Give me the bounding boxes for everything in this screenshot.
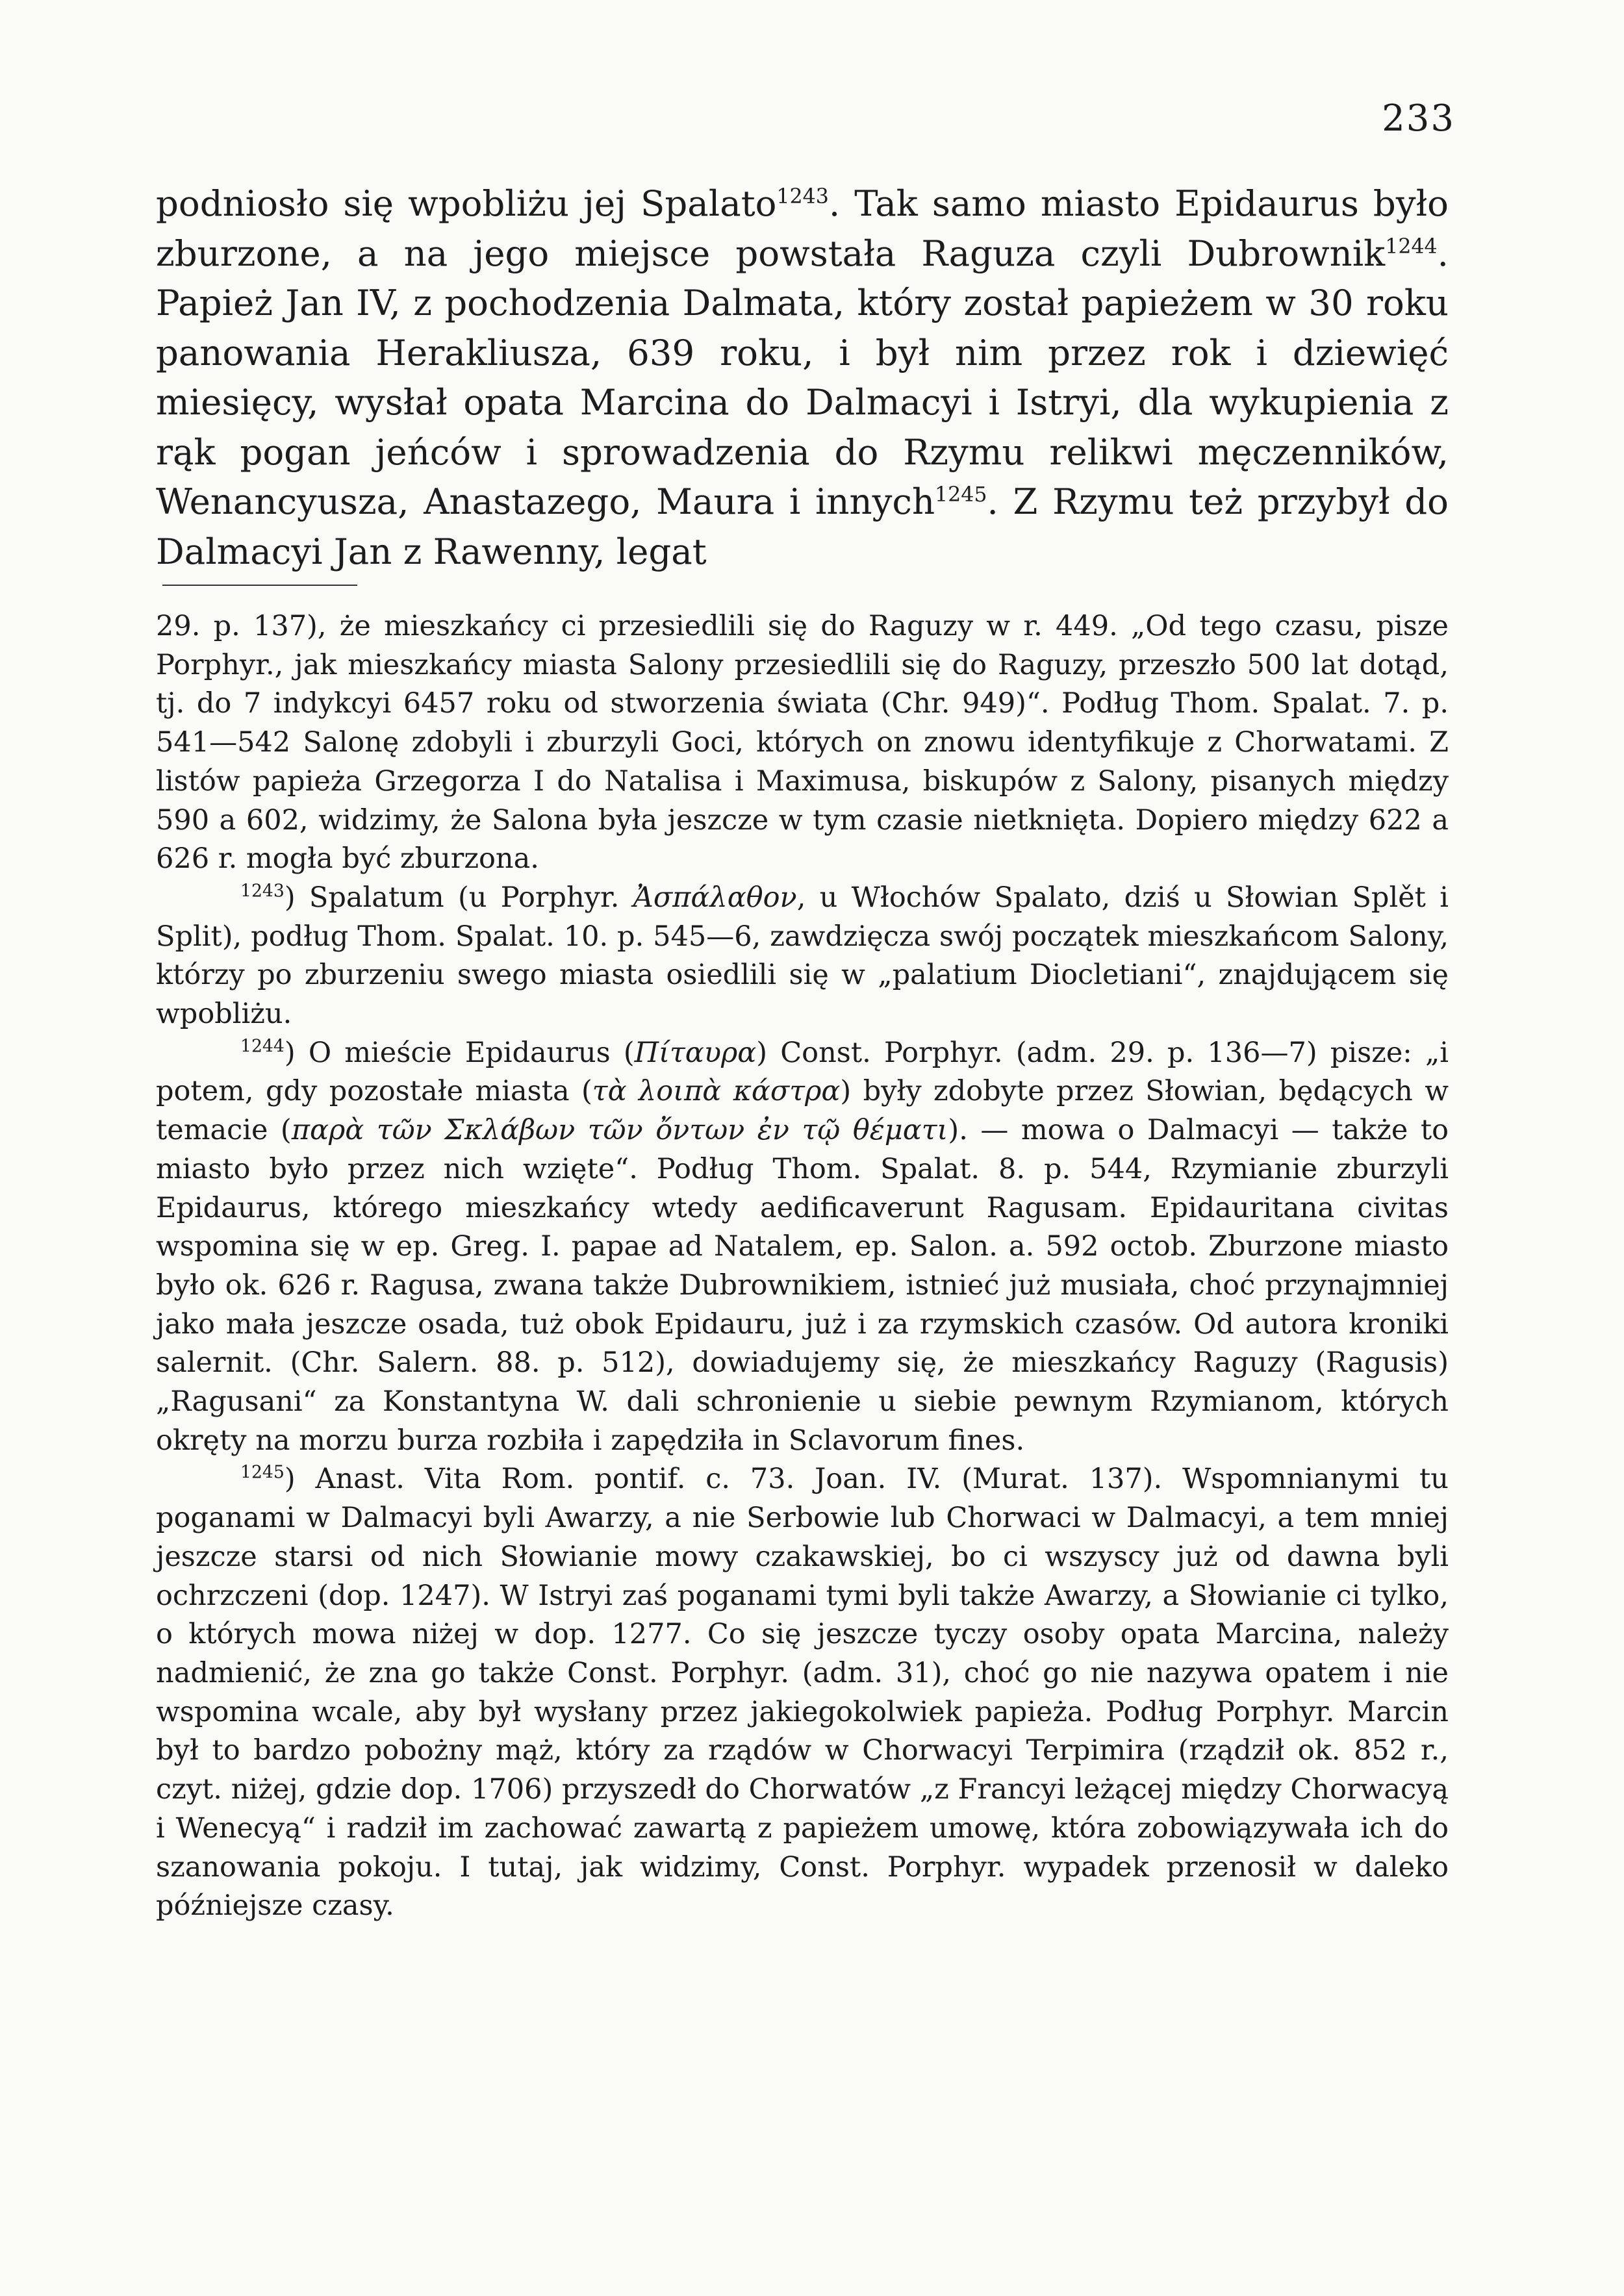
greek-text: Ἀσπάλαθον — [633, 881, 797, 914]
text-run: ) Spalatum (u Porphyr. — [284, 881, 633, 914]
footnotes — [156, 607, 1449, 1926]
greek-text: τὰ λοιπὰ κάστρα — [592, 1075, 841, 1108]
footnote-separator — [162, 585, 357, 586]
footnote-number: 1244 — [240, 1036, 285, 1057]
text-run: ). — mowa o Dalmacyi — także to miasto było przez nich wzięte“. Podług Thom. Spalat. 8. p. 544, Rzymianie zburzyli Epidaurus, którego mieszkańcy wtedy aedificaverunt Ragusam. Epidauritana civitas wspomina się w ep. Greg. I. papae ad Natalem, ep. Salon. a. 592 octob. Zburzone miasto było ok. 626 r. Ragusa, zwana także Dubrownikiem, istnieć już musiała, choć przynajmniej jako mała jeszcze osada, tuż obok Epidauru, już i za rzymskich czasów. Od autora kroniki salernit. (Chr. Salern. 88. p. 512), dowiadujemy się, że mieszkańcy Raguzy (Ragusis) „Ragusani“ za Konstantyna W. dali schronienie u siebie pewnym Rzymianom, których okręty na morzu burza rozbiła i zapędziła in Sclavorum fines. — [156, 1114, 1449, 1457]
text-run: . Z Rzymu też przybył do Dalmacyi Jan z Rawenny, legat — [156, 481, 1449, 572]
footnote-ref-1243[interactable]: 1243 — [776, 184, 829, 208]
footnote-number: 1243 — [240, 881, 285, 902]
text-run: ) Anast. Vita Rom. pontif. c. 73. Joan. IV. (Murat. 137). Wspomnianymi tu poganami w Dalmacyi byli Awarzy, a nie Serbowie lub Chorwaci w Dalmacyi, a tem mniej jeszcze starsi od nich Słowianie mowy czakawskiej, bo ci wszyscy już od dawna byli ochrzczeni (dop. 1247). W Istryi zaś poganami tymi byli także Awarzy, a Słowianie ci tylko, o których mowa niżej w dop. 1277. Co się jeszcze tyczy osoby opata Marcina, należy nadmienić, że zna go także Const. Porphyr. (adm. 31), choć go nie nazywa opatem i nie wspomina wcale, aby był wysłany przez jakiegokolwiek papieża. Podług Porphyr. Marcin był to bardzo pobożny mąż, który za rządów w Chorwacyi Terpimira (rządził ok. 852 r., czyt. niżej, gdzie dop. 1706) przyszedł do Chorwatów „z Francyi leżącej między Chorwacyą i Wenecyą“ i radził im zachować zawartą z papieżem umowę, która zobowiązywała ich do szanowania pokoju. I tutaj, jak widzimy, Const. Porphyr. wypadek przenosił w daleko późniejsze czasy. — [156, 1463, 1449, 1923]
text-run: ) były zdobyte przez Słowian, będących w temacie ( — [156, 1075, 1449, 1147]
text-run: ) O mieście Epidaurus ( — [284, 1036, 635, 1069]
footnote-number: 1245 — [240, 1463, 285, 1483]
text-run: , u Włochów Spalato, dziś u Słowian Splět i Split), podług Thom. Spalat. 10. p. 545—6, zawdzięcza swój początek mieszkańcom Salony, którzy po zburzeniu swego miasta osiedlili się w „palatium Diocletiani“, znajdującem się wpobliżu. — [156, 881, 1449, 1031]
footnote-1244 — [156, 1034, 1449, 1461]
text-run: . Tak samo miasto Epidaurus było zburzone, a na jego miejsce powstała Raguza czyli Dubrownik — [156, 183, 1449, 274]
footnote-continuation: 29. p. 137), że mieszkańcy ci przesiedlili się do Raguzy w r. 449. „Od tego czasu, pisze Porphyr., jak mieszkańcy miasta Salony przesiedlili się do Raguzy, przeszło 500 lat dotąd, tj. do 7 indykcyi 6457 roku od stworzenia świata (Chr. 949)“. Podług Thom. Spalat. 7. p. 541—542 Salonę zdobyli i zburzyli Goci, których on znowu identyfikuje z Chorwatami. Z listów papieża Grzegorza I do Natalisa i Maximusa, biskupów z Salony, pisanych między 590 a 602, widzimy, że Salona była jeszcze w tym czasie nietknięta. Dopiero między 622 a 626 r. mogła być zburzona. — [156, 610, 1449, 876]
greek-text: Πίταυρα — [634, 1036, 757, 1069]
footnote-1243 — [156, 879, 1449, 1034]
footnote-ref-1244[interactable]: 1244 — [1385, 234, 1438, 259]
footnote-1245 — [156, 1460, 1449, 1925]
greek-text: παρὰ τῶν Σκλάβων τῶν ὄντων ἐν τῷ θέματι — [291, 1114, 948, 1147]
main-text — [156, 179, 1449, 576]
text-run: . Papież Jan IV, z pochodzenia Dalmata, który został papieżem w 30 roku panowania Herakliusza, 639 roku, i był nim przez rok i dziewięć miesięcy, wysłał opata Marcina do Dalmacyi i Istryi, dla wykupienia z rąk pogan jeńców i sprowadzenia do Rzymu relikwi męczenników, Wenancyusza, Anastazego, Maura i innych — [156, 232, 1449, 522]
text-run: ) Const. Porphyr. (adm. 29. p. 136—7) pisze: „i potem, gdy pozostałe miasta ( — [156, 1036, 1449, 1108]
text-run: podniosło się wpobliżu jej Spalato — [156, 183, 777, 224]
main-paragraph — [156, 179, 1449, 576]
page-number: 233 — [1382, 97, 1455, 140]
footnote-ref-1245[interactable]: 1245 — [935, 483, 987, 507]
